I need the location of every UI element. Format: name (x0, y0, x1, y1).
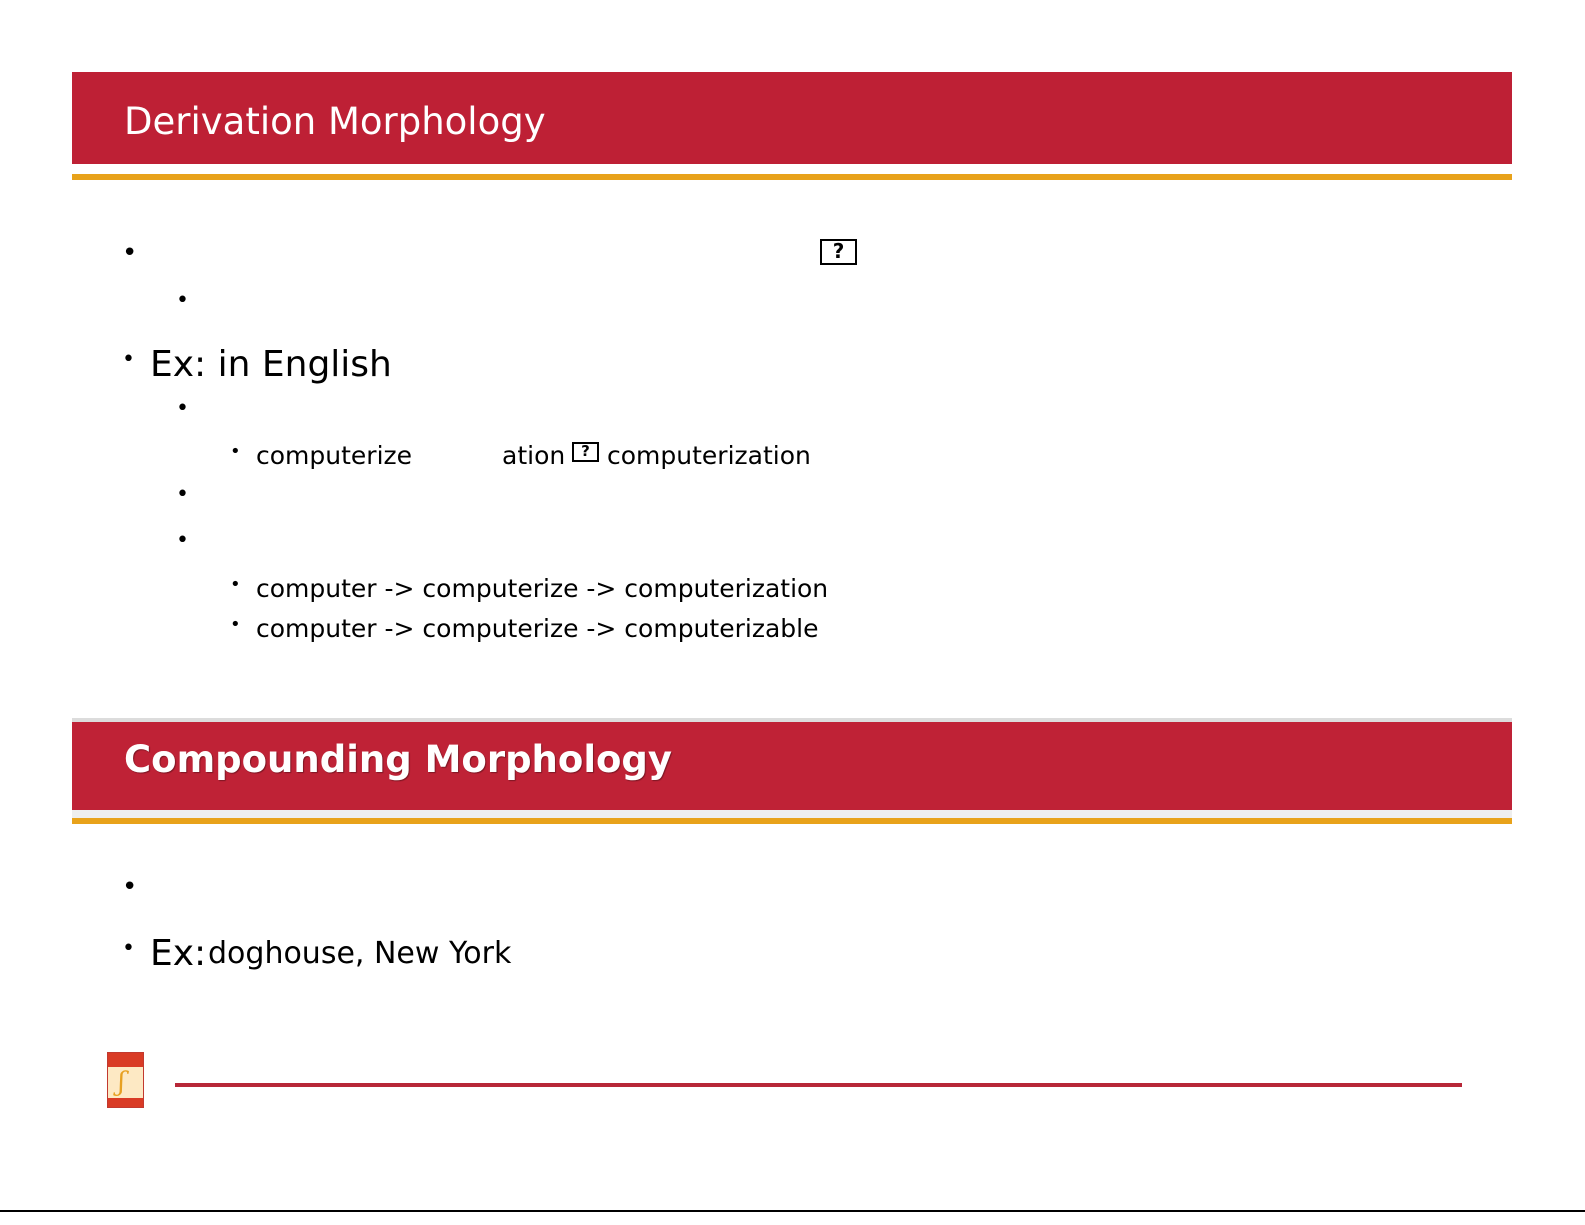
bullet-2-3: • (176, 528, 189, 553)
compound-example-label: Ex: (150, 933, 207, 974)
page-bottom-rule (0, 1210, 1585, 1212)
example-line-2: computer -> computerize -> computerization (256, 574, 829, 603)
slide1-header-underline (72, 174, 1512, 180)
bullet-2: • (122, 347, 135, 372)
bullet-1: • (122, 238, 138, 268)
bullet-3: • (122, 872, 138, 902)
example-line-1-part2: ation (502, 441, 566, 470)
example-line-1-part1: computerize (256, 441, 413, 470)
university-logo (107, 1052, 144, 1108)
slide2-header-gap (72, 810, 1512, 818)
example-line-1-part3: computerization (607, 441, 811, 470)
logo-top-band (108, 1053, 143, 1067)
bullet-2-3-1: • (230, 574, 241, 595)
bullet-2-1-1: • (230, 441, 241, 462)
example-line-3: computer -> computerize -> computerizable (256, 614, 819, 643)
footer-rule (175, 1083, 1462, 1087)
logo-mark-icon: ʃ (118, 1067, 126, 1097)
slide1-title: Derivation Morphology (124, 100, 546, 143)
bullet-2-2: • (176, 482, 189, 507)
example-label: Ex: in English (150, 344, 392, 385)
bullet-4: • (122, 936, 135, 961)
bullet-2-3-2: • (230, 614, 241, 635)
logo-bottom-band (108, 1098, 143, 1107)
unknown-symbol-icon: ? (820, 239, 857, 265)
slide2-header-underline (72, 818, 1512, 824)
bullet-1-1: • (176, 288, 189, 313)
unknown-symbol-icon: ? (572, 442, 599, 462)
bullet-2-1: • (176, 396, 189, 421)
compound-example-text: doghouse, New York (208, 936, 512, 971)
slide2-title: Compounding Morphology (124, 738, 673, 781)
